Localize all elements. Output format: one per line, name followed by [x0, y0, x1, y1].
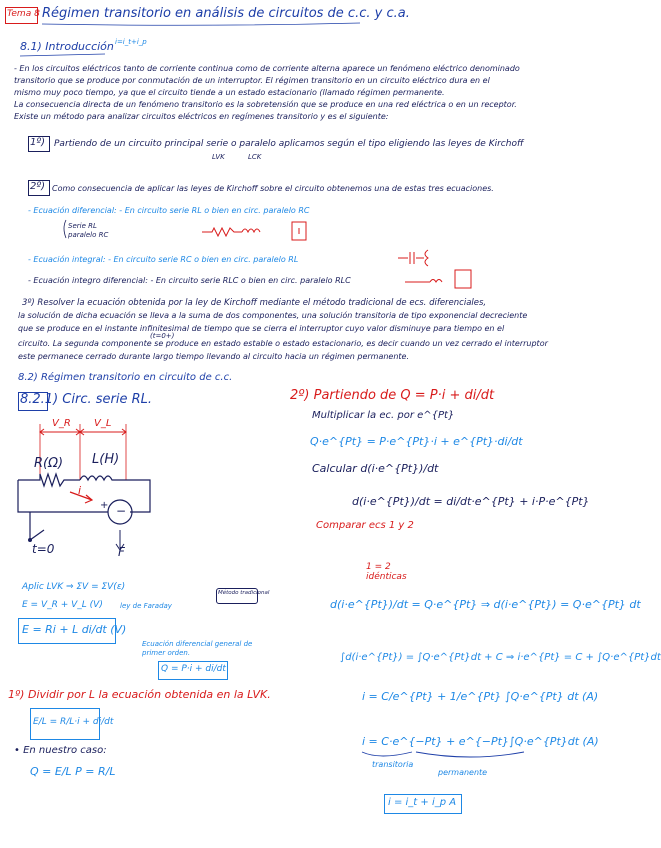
eq-2: d(i·e^{Pt})/dt = di/dt·e^{Pt} + i·P·e^{Pt}: [352, 495, 590, 508]
step3-line-1: 3º) Resolver la ecuación obtenida por la ley de Kirchoff mediante el método tradicional de ecs. diferenciales,: [22, 298, 487, 308]
eq-integro-diferencial: - Ecuación integro diferencial: - En circuito serie RLC o bien en circ. paralelo RLC: [28, 276, 351, 285]
eq-4: ∫d(i·e^{Pt}) = ∫Q·e^{Pt}dt + C ⇒ i·e^{Pt} = C + ∫Q·e^{Pt}dt: [340, 652, 661, 663]
eq-integral: - Ecuación integral: - En circuito serie RC o bien en circ. paralelo RL: [28, 255, 299, 264]
eq-main: E = Ri + L di/dt (V): [22, 623, 127, 636]
intro-side-formula: i=i_t+i_p: [115, 38, 147, 46]
permanente-label: permanente: [438, 768, 488, 777]
tema-tag: Tema 8: [7, 9, 40, 19]
intro-line-3: mismo muy poco tiempo, ya que el circuito tiende a un estado estacionario (llamado régimen permanente.: [14, 88, 445, 97]
our-case: • En nuestro caso:: [14, 745, 107, 756]
plus-label: +: [100, 500, 109, 511]
step1-text: Partiendo de un circuito principal serie o paralelo aplicamos según el tipo eligiendo las leyes de Kirchoff: [54, 139, 524, 149]
intro-heading: 8.1) Introducción: [20, 40, 114, 53]
intro-line-5: Existe un método para analizar circuitos eléctricos en regímenes transitorio y es el siguiente:: [14, 112, 389, 121]
eq-5: i = C/e^{Pt} + 1/e^{Pt} ∫Q·e^{Pt} dt (A): [362, 690, 599, 703]
vl-label: V_L: [94, 418, 112, 429]
step1-sub-lck: LCK: [248, 153, 262, 161]
l-label: L(H): [92, 452, 120, 467]
eq-1: Q·e^{Pt} = P·e^{Pt}·i + e^{Pt}·di/dt: [310, 435, 523, 448]
method-note: Método tradicional: [218, 590, 270, 596]
step3-note: (t=0+): [150, 332, 175, 340]
intro-line-2: transitorio que se produce por conmutación de un interruptor. El régimen transitorio en un circuito eléctrico dura en el: [14, 76, 490, 85]
i-label: i: [78, 484, 82, 497]
final-eq: i = i_t + i_p A: [388, 797, 457, 808]
right-step2: 2º) Partiendo de Q = P·i + di/dt: [290, 388, 495, 403]
step3-line-5: este permanece cerrado durante largo tiempo llevando al circuito hacia un régimen permanente.: [18, 352, 410, 361]
compare-note: Comparar ecs 1 y 2: [316, 520, 414, 531]
eq-6: i = C·e^{−Pt} + e^{−Pt}∫Q·e^{Pt}dt (A): [362, 735, 599, 748]
eq-diff-sub1: Serie RL: [68, 222, 97, 230]
faraday-note: ley de Faraday: [120, 602, 172, 610]
t0-label: t=0: [32, 542, 55, 556]
left-step1: 1º) Dividir por L la ecuación obtenida en la LVK.: [8, 688, 271, 701]
step2-number: 2º): [30, 181, 45, 192]
diff-eq-note: Ecuación diferencial general de primer orden.: [142, 640, 253, 657]
step3-line-3: que se produce en el instante infinitesimal de tiempo que se cierra el interruptor cuyo valor disminuye para tiempo en el: [18, 324, 505, 333]
identical-note: 1 = 2 idénticas: [366, 562, 407, 582]
intro-line-4: La consecuencia directa de un fenómeno transitorio es la sobretensión que se produce en una red eléctrica o en un receptor.: [14, 100, 517, 109]
section82-heading: 8.2) Régimen transitorio en circuito de c.c.: [18, 372, 233, 383]
eq-qp: Q = P·i + di/dt: [161, 664, 226, 674]
section821-heading: 8.2.1) Circ. serie RL.: [20, 392, 152, 407]
eq-3: d(i·e^{Pt})/dt = Q·e^{Pt} ⇒ d(i·e^{Pt}) = Q·e^{Pt} dt: [330, 598, 641, 611]
vr-label: V_R: [52, 418, 71, 429]
multiply-note: Multiplicar la ec. por e^{Pt}: [312, 410, 455, 421]
r-label: R(Ω): [34, 456, 64, 471]
step2-text: Como consecuencia de aplicar las leyes de Kirchoff sobre el circuito obtenemos una de estas tres ecuaciones.: [52, 184, 494, 193]
minus-label: −: [116, 504, 127, 518]
transitoria-label: transitoria: [372, 760, 414, 769]
f-label: F: [118, 545, 125, 559]
page-title: Régimen transitorio en análisis de circuitos de c.c. y c.a.: [42, 6, 410, 21]
qp-values: Q = E/L P = R/L: [30, 765, 116, 778]
intro-line-1: - En los circuitos eléctricos tanto de corriente continua como de corriente alterna aparece un fenómeno eléctrico denominado: [14, 64, 520, 73]
eq-el: E/L = R/L·i + di/dt: [33, 717, 114, 727]
lvk-apply: Aplic LVK ⇒ ΣV = ΣV(ε): [22, 582, 126, 592]
eq-diff-sub2: paralelo RC: [68, 231, 109, 239]
step3-line-2: la solución de dicha ecuación se lleva a la suma de dos componentes, una solución transitoria de tipo exponencial decreciente: [18, 311, 528, 320]
calc-note: Calcular d(i·e^{Pt})/dt: [312, 462, 439, 475]
step1-sub-lvk: LVK: [212, 153, 225, 161]
eq-diferencial: - Ecuación diferencial: - En circuito serie RL o bien en circ. paralelo RC: [28, 206, 310, 215]
step1-number: 1º): [30, 137, 45, 148]
e-sum: E = V_R + V_L (V): [22, 600, 103, 610]
step3-line-4: circuito. La segunda componente se produce en estado estable o estado estacionario, es decir cuando un vez cerrado el interruptor: [18, 339, 548, 348]
